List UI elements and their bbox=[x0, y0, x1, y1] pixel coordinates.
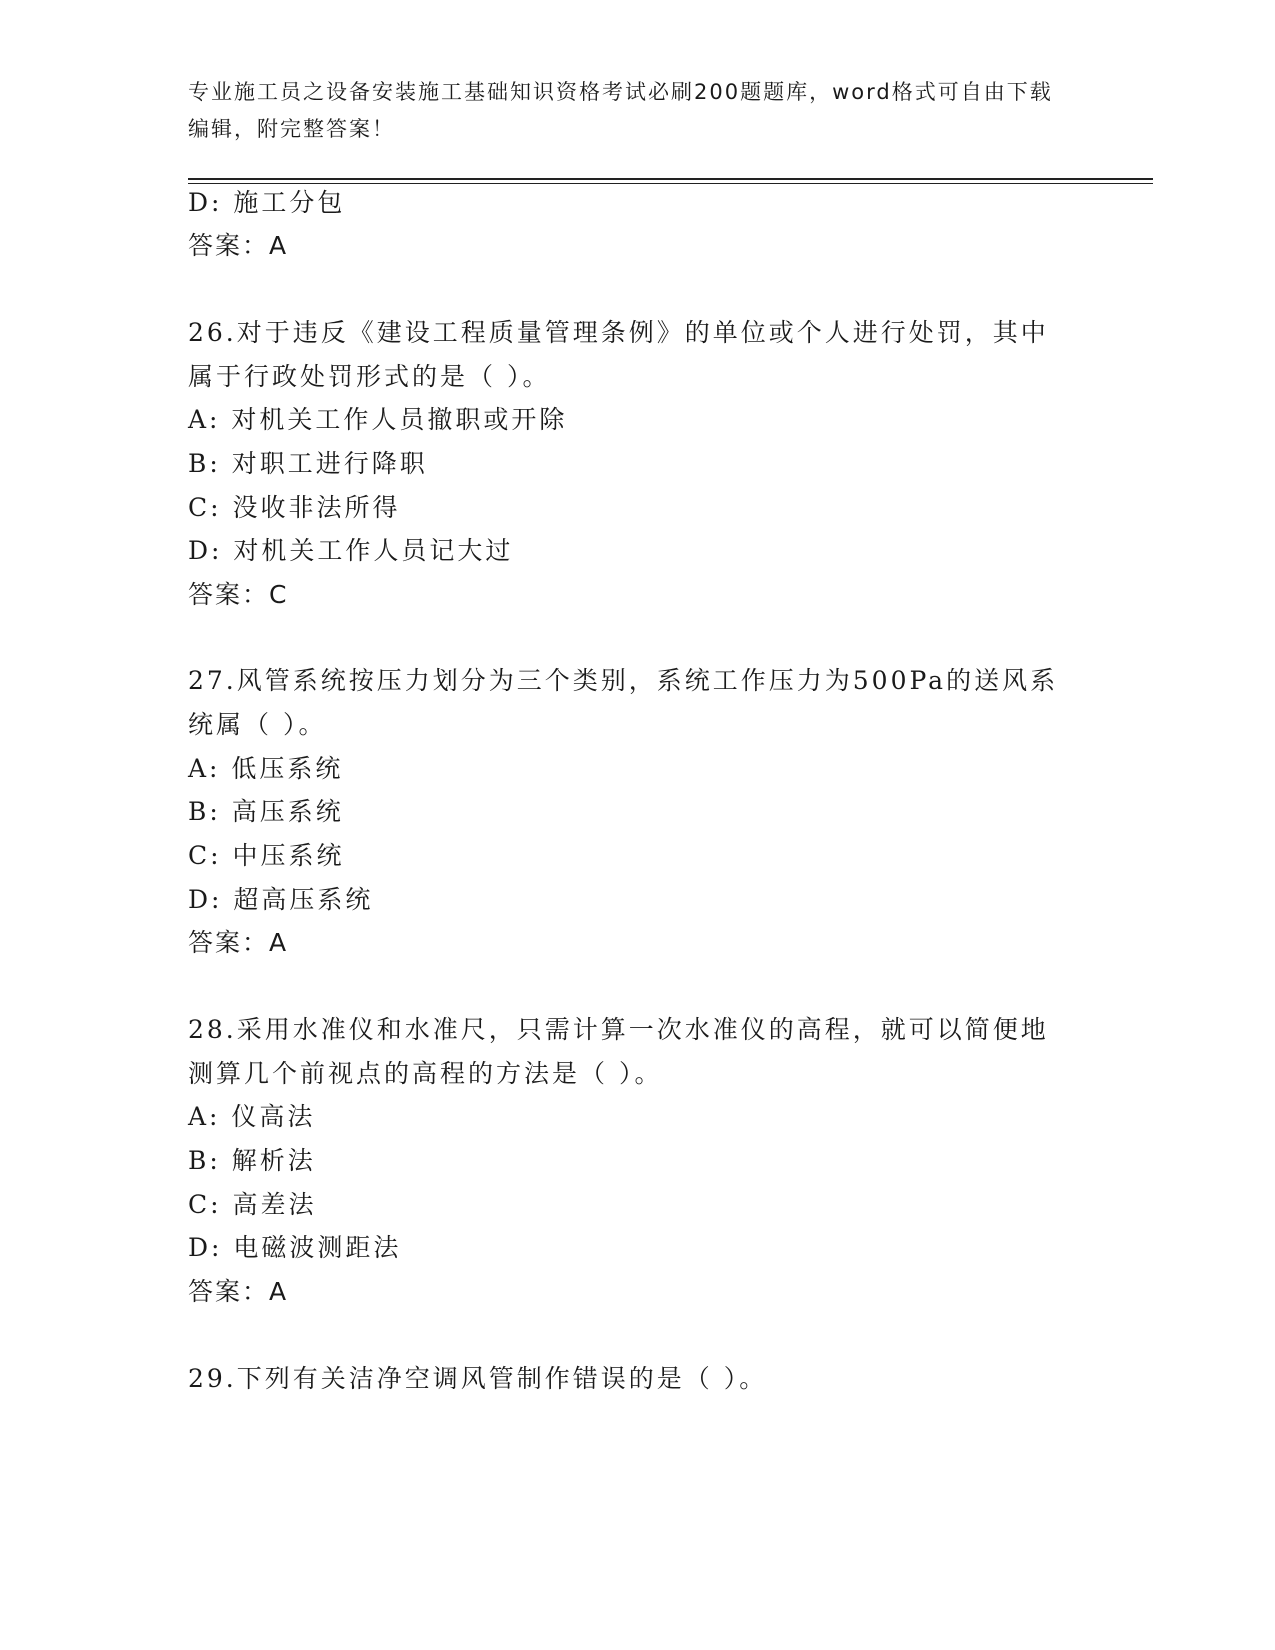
option-b: B: 解析法 bbox=[188, 1146, 316, 1175]
question-stem-continued: 测算几个前视点的高程的方法是（ ）。 bbox=[188, 1059, 663, 1088]
option-d: D: 对机关工作人员记大过 bbox=[188, 536, 514, 565]
header-divider-thick bbox=[188, 178, 1153, 180]
question-stem: 27.风管系统按压力划分为三个类别，系统工作压力为500Pa的送风系 bbox=[188, 666, 1059, 695]
option-b: B: 对职工进行降职 bbox=[188, 449, 428, 478]
option-c: C: 高差法 bbox=[188, 1190, 317, 1219]
answer-line: 答案：A bbox=[188, 1277, 289, 1306]
question-stem-continued: 属于行政处罚形式的是（ ）。 bbox=[188, 362, 551, 391]
option-c: C: 没收非法所得 bbox=[188, 493, 401, 522]
question-stem: 26.对于违反《建设工程质量管理条例》的单位或个人进行处罚，其中 bbox=[188, 318, 1049, 347]
option-d: D: 施工分包 bbox=[188, 188, 346, 217]
header-divider-thin bbox=[188, 183, 1153, 184]
question-stem: 28.采用水准仪和水准尺，只需计算一次水准仪的高程，就可以简便地 bbox=[188, 1015, 1049, 1044]
answer-line: 答案：A bbox=[188, 928, 289, 957]
option-c: C: 中压系统 bbox=[188, 841, 345, 870]
option-a: A: 仪高法 bbox=[188, 1102, 316, 1131]
answer-line: 答案：A bbox=[188, 231, 289, 260]
question-stem: 29.下列有关洁净空调风管制作错误的是（ ）。 bbox=[188, 1364, 768, 1393]
document-title: 专业施工员之设备安装施工基础知识资格考试必刷200题题库，word格式可自由下载编辑，附完整答案！ bbox=[188, 80, 1053, 141]
option-d: D: 电磁波测距法 bbox=[188, 1233, 402, 1262]
option-d: D: 超高压系统 bbox=[188, 885, 374, 914]
answer-line: 答案：C bbox=[188, 580, 289, 609]
option-b: B: 高压系统 bbox=[188, 797, 344, 826]
question-stem-continued: 统属（ ）。 bbox=[188, 710, 327, 739]
option-a: A: 低压系统 bbox=[188, 754, 344, 783]
option-a: A: 对机关工作人员撤职或开除 bbox=[188, 405, 568, 434]
